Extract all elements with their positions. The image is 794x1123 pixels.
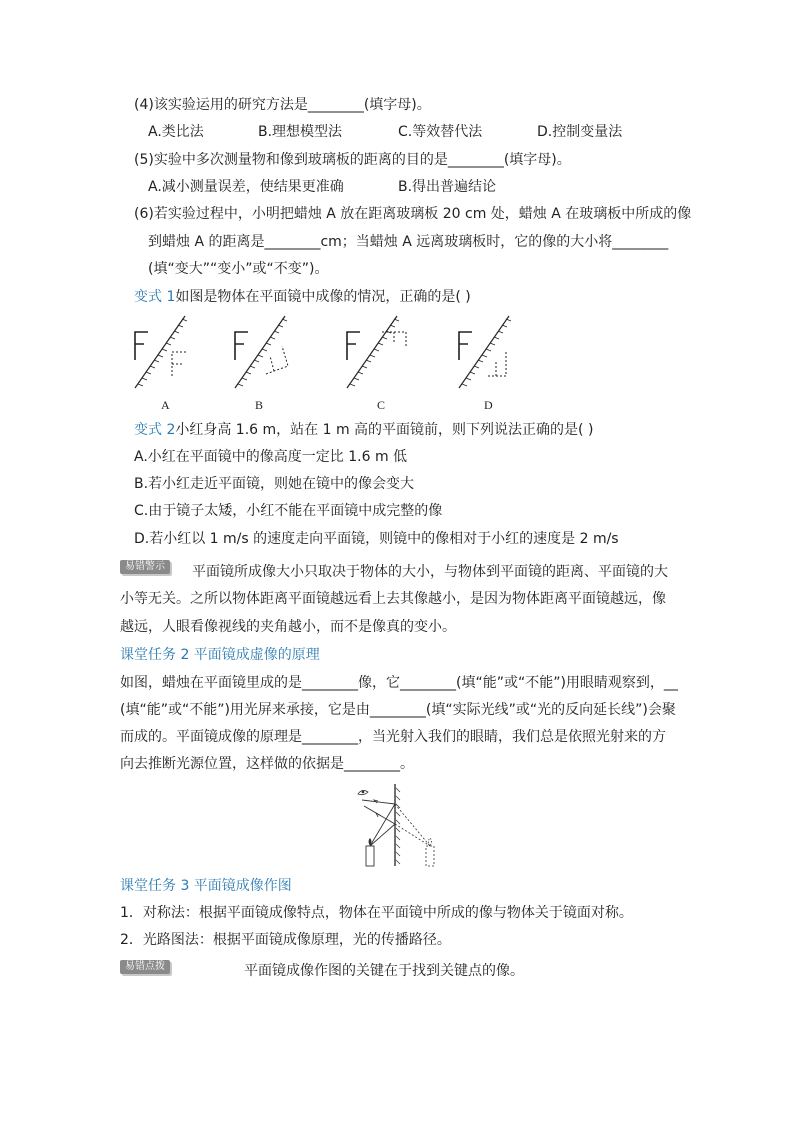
tip-text: 平面镜成像作图的关键在于找到关键点的像。 [244, 963, 524, 979]
variant2-text: 小红身高 1.6 m，站在 1 m 高的平面镜前，则下列说法正确的是( ) [175, 422, 594, 438]
variant2-label: 变式 2 [134, 422, 176, 438]
warning-line2: 小等无关。之所以物体距离平面镜越远看上去其像越小，是因为物体距离平面镜越远，像 [120, 591, 666, 607]
task2-line3: 而成的。平面镜成像的原理是________，当光射入我们的眼睛，我们总是依照光射来的方 [120, 729, 666, 745]
variant2-option-d: D.若小红以 1 m/s 的速度走向平面镜，则镜中的像相对于小红的速度是 2 m/s [134, 531, 619, 547]
q6-line2: 到蜡烛 A 的距离是________cm；当蜡烛 A 远离玻璃板时，它的像的大小将________ [148, 234, 669, 250]
task2-line4: 向去推断光源位置，这样做的依据是________。 [120, 756, 414, 772]
mirror-figure-c [342, 310, 412, 395]
warning-line3: 越远，人眼看像视线的夹角越小，而不是像真的变小。 [120, 619, 456, 635]
q6-line1: (6)若实验过程中，小明把蜡烛 A 放在距离玻璃板 20 cm 处，蜡烛 A 在玻璃板中所成的像 [134, 206, 692, 222]
task3-title: 课堂任务 3 平面镜成像作图 [120, 878, 292, 894]
task3-item-2: 2．光路图法：根据平面镜成像原理，光的传播路径。 [120, 932, 451, 948]
q6-line3: (填“变大”“变小”或“不变”)。 [148, 261, 329, 277]
figure-label-c: C [377, 398, 386, 412]
warning-line1: 平面镜所成像大小只取决于物体的大小，与物体到平面镜的距离、平面镜的大 [192, 564, 668, 580]
task2-line2: (填“能”或“不能”)用光屏来承接，它是由________(填“实际光线”或“光的反向延长线”)会聚 [120, 702, 676, 718]
q4-stem: (4)该实验运用的研究方法是________(填字母)。 [134, 97, 431, 113]
q4-option-b: B.理想模型法 [258, 124, 343, 140]
mirror-figure-b [230, 310, 300, 395]
q4-option-c: C.等效替代法 [398, 124, 483, 140]
variant2-option-b: B.若小红走近平面镜，则她在镜中的像会变大 [134, 476, 415, 492]
mirror-figure-a [130, 310, 200, 395]
figure-label-b: B [255, 398, 264, 412]
variant1-text: 如图是物体在平面镜中成像的情况，正确的是( ) [175, 289, 471, 305]
figure-label-a: A [161, 398, 170, 412]
q5-stem: (5)实验中多次测量物和像到玻璃板的距离的目的是________(填字母)。 [134, 152, 571, 168]
tip-tag: 易错点拨 [120, 960, 170, 974]
task3-item-1: 1．对称法：根据平面镜成像特点，物体在平面镜中所成的像与物体关于镜面对称。 [120, 905, 633, 921]
variant2-option-c: C.由于镜子太矮，小红不能在平面镜中成完整的像 [134, 503, 443, 519]
q4-option-d: D.控制变量法 [537, 124, 623, 140]
q5-option-a: A.减小测量误差，使结果更准确 [148, 179, 344, 195]
variant2-question [134, 420, 593, 440]
mirror-figure-d [454, 310, 524, 395]
q5-option-b: B.得出普遍结论 [398, 179, 497, 195]
figure-label-d: D [484, 398, 493, 412]
task2-title: 课堂任务 2 平面镜成虚像的原理 [120, 647, 320, 663]
variant1-label: 变式 1 [134, 289, 176, 305]
variant2-option-a: A.小红在平面镜中的像高度一定比 1.6 m 低 [134, 449, 408, 465]
warning-tag: 易错警示 [120, 560, 170, 574]
virtual-image-figure [350, 780, 450, 872]
variant1-question [134, 287, 471, 307]
task2-line1: 如图，蜡烛在平面镜里成的是________像，它________(填“能”或“不能”)用眼睛观察到，__ [120, 675, 678, 691]
q4-option-a: A.类比法 [148, 124, 204, 140]
